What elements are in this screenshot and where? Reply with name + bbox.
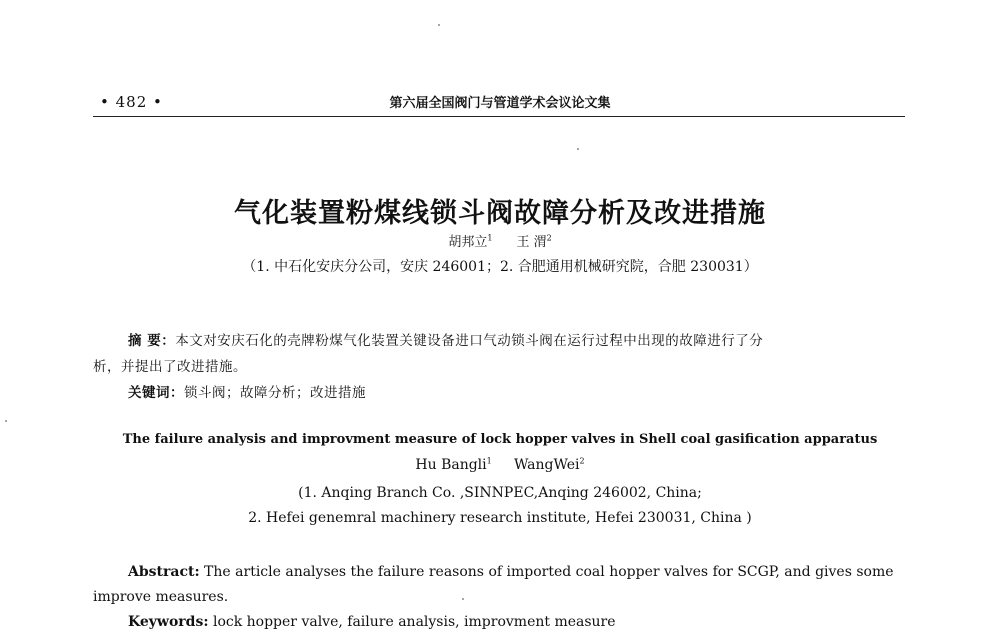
keywords-cn-text: 锁斗阀；故障分析；改进措施 [184,385,366,401]
affiliation-en-line2: 2. Hefei genemral machinery research institute, Hefei 230031, China ) [248,510,752,526]
abstract-cn [128,329,763,349]
authors-en [0,457,1000,473]
paper-title-en: The failure analysis and improvment measure of lock hopper valves in Shell coal gasification apparatus [122,432,878,447]
affiliation-cn: （1. 中石化安庆分公司，安庆 246001；2. 合肥通用机械研究院，合肥 230031） [242,259,758,275]
keywords-en-text: lock hopper valve, failure analysis, improvment measure [208,614,616,630]
scan-speck [438,24,440,26]
author-superscript: 1 [487,233,493,243]
abstract-en-label: Abstract: [128,564,200,580]
paper-title-cn: 气化装置粉煤线锁斗阀故障分析及改进措施 [234,198,766,229]
abstract-en [128,564,894,580]
abstract-cn-label: 摘 要： [128,333,176,349]
abstract-en-text: The article analyses the failure reasons of imported coal hopper valves for SCGP, and gives some [199,564,894,580]
keywords-cn [128,381,366,401]
keywords-en [128,614,616,630]
keywords-cn-label: 关键词： [128,385,184,401]
scan-speck [5,420,7,422]
authors-cn [0,231,1000,250]
author-name: 王 渭 [516,235,547,250]
author-name: WangWei [514,457,580,473]
scan-speck [577,148,579,150]
running-header: 第六届全国阀门与管道学术会议论文集 [389,96,611,111]
abstract-cn-text-continued: 析，并提出了改进措施。 [93,359,247,375]
affiliation-en-line1: (1. Anqing Branch Co. ,SINNPEC,Anqing 246002, China; [298,485,702,501]
author-name: 胡邦立 [448,235,488,250]
page-number: • 482 • [100,93,163,111]
author-name: Hu Bangli [415,457,487,473]
author-superscript: 1 [486,456,492,466]
scan-speck [462,598,464,600]
abstract-cn-text: 本文对安庆石化的壳牌粉煤气化装置关键设备进口气动锁斗阀在运行过程中出现的故障进行了分 [175,333,764,349]
author-superscript: 2 [546,233,552,243]
header-rule [93,116,905,117]
author-superscript: 2 [579,456,585,466]
keywords-en-label: Keywords: [128,614,209,630]
abstract-en-text-continued: improve measures. [93,589,229,605]
